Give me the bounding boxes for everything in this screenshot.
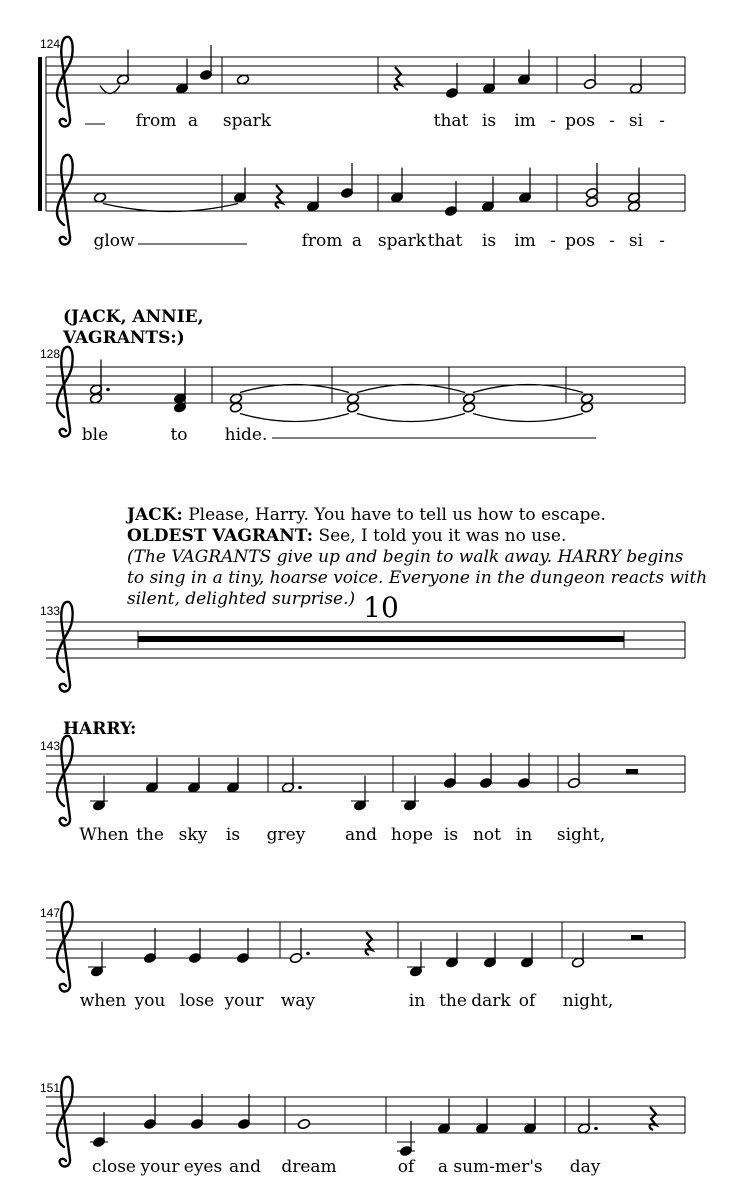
note: [88, 942, 106, 978]
tie: [100, 86, 120, 94]
lyric-syllable: When: [79, 825, 129, 845]
note: [443, 753, 456, 789]
note: [90, 776, 108, 812]
measure-number: 124: [40, 37, 61, 51]
note: [475, 1099, 488, 1135]
lyric-syllable: the: [136, 825, 164, 845]
measure-number: 143: [40, 739, 61, 753]
augmentation-dot: [306, 952, 310, 956]
treble-clef-icon: [57, 155, 73, 245]
note: [462, 393, 475, 404]
note: [145, 758, 158, 794]
augmentation-dot: [106, 388, 110, 392]
note: [233, 168, 246, 204]
note: [520, 933, 533, 969]
lyric-syllable: im: [514, 111, 536, 131]
lyric-syllable: that: [427, 231, 463, 251]
lyric-syllable: eyes: [183, 1157, 223, 1177]
lyric-syllable: dream: [281, 1157, 337, 1177]
stage-direction: (The VAGRANTS give up and begin to walk away. HARRY begins: [127, 547, 684, 567]
stage-direction: silent, delighted surprise.): [127, 589, 356, 609]
lyric-syllable: spark: [377, 231, 427, 251]
note: [390, 168, 403, 204]
note: [188, 928, 201, 964]
notehead: [580, 393, 593, 404]
lyric-syllable: to: [170, 425, 188, 445]
note: [445, 933, 458, 969]
lyric-syllable: in: [408, 991, 426, 1011]
measure-number: 151: [40, 1081, 61, 1095]
tie: [473, 414, 583, 422]
dialogue-line: [127, 526, 566, 546]
note: [297, 1118, 310, 1129]
note: [407, 942, 425, 978]
note: [479, 753, 492, 789]
tie: [357, 414, 465, 422]
note: [481, 177, 494, 213]
half-rest-icon: [626, 769, 638, 774]
note: [190, 1094, 203, 1130]
note: [518, 168, 531, 204]
speaker-name: JACK:: [127, 505, 183, 525]
lyric-syllable: your: [140, 1157, 180, 1177]
note: [444, 181, 457, 217]
lyric-syllable: is: [443, 825, 459, 845]
character-label: HARRY:: [63, 719, 137, 739]
lyric-syllable: and: [345, 825, 377, 845]
lyric-syllable: from: [301, 231, 343, 251]
lyric-syllable: night,: [562, 991, 614, 1011]
lyric-syllable: is: [481, 231, 497, 251]
note: [437, 1099, 450, 1135]
notehead: [229, 393, 242, 404]
note: [226, 758, 239, 794]
lyric-hyphen: -: [609, 231, 615, 251]
note: [306, 177, 319, 213]
half-rest-icon: [631, 935, 643, 940]
multirest-bar: [138, 636, 624, 642]
dialogue-text: Please, Harry. You have to tell us how to escape.: [182, 505, 606, 525]
lyric-syllable: of: [518, 991, 536, 1011]
measure-number: 133: [40, 604, 61, 618]
note: [397, 1121, 415, 1157]
note: [445, 63, 458, 99]
note: [517, 50, 530, 86]
note: [580, 402, 593, 413]
dialogue-text: See, I told you it was no use.: [313, 526, 567, 546]
notehead: [346, 393, 359, 404]
lyric-syllable: dark: [471, 991, 511, 1011]
lyric-syllable: sight,: [556, 825, 606, 845]
lyric-syllable: pos: [565, 231, 595, 251]
note: [580, 393, 593, 404]
lyric-syllable: of: [397, 1157, 415, 1177]
note: [229, 402, 242, 413]
note: [143, 1094, 156, 1130]
note: [93, 192, 106, 203]
notehead: [93, 192, 106, 203]
lyric-hyphen: -: [659, 231, 665, 251]
lyric-hyphen: -: [659, 111, 665, 131]
lyric-syllable: sum-mer's: [453, 1157, 543, 1177]
lyric-syllable: the: [439, 991, 467, 1011]
note: [483, 933, 496, 969]
note: [482, 59, 495, 95]
lyric-syllable: and: [229, 1157, 261, 1177]
note: [199, 45, 212, 81]
note: [629, 59, 642, 95]
staff-147: [46, 902, 685, 992]
note: [90, 1112, 108, 1148]
lyric-syllable: your: [224, 991, 264, 1011]
tie: [103, 204, 238, 212]
notehead: [297, 1118, 310, 1129]
note: [236, 928, 249, 964]
note: [583, 54, 596, 90]
lyric-syllable: ble: [81, 425, 109, 445]
dialogue-line: [125, 505, 606, 525]
note: [346, 393, 359, 404]
note: [523, 1099, 536, 1135]
staff-128: [46, 347, 685, 437]
note: [346, 402, 359, 413]
lyric-syllable: not: [472, 825, 502, 845]
lyric-hyphen: -: [609, 111, 615, 131]
note: [236, 74, 249, 85]
note: [187, 758, 200, 794]
note: [229, 393, 242, 404]
lyric-syllable: close: [92, 1157, 136, 1177]
lyric-hyphen: -: [550, 111, 556, 131]
lyric-syllable: is: [481, 111, 497, 131]
augmentation-dot: [594, 1127, 598, 1131]
notehead: [462, 393, 475, 404]
note: [289, 928, 302, 964]
lyric-syllable: hide.: [224, 425, 268, 445]
quarter-rest-icon: [276, 185, 282, 208]
note: [281, 758, 294, 794]
lyric-syllable: si: [628, 111, 644, 131]
lyric-syllable: in: [515, 825, 533, 845]
lyric-syllable: way: [280, 991, 316, 1011]
measure-number: 128: [40, 347, 61, 361]
note: [175, 59, 188, 95]
lyric-syllable: is: [225, 825, 241, 845]
augmentation-dot: [298, 786, 302, 790]
lyric-syllable: you: [134, 991, 166, 1011]
note: [517, 753, 530, 789]
notehead: [346, 402, 359, 413]
note: [351, 776, 369, 812]
lyric-hyphen: -: [550, 231, 556, 251]
lyric-syllable: that: [433, 111, 469, 131]
lyric-syllable: a: [437, 1157, 449, 1177]
lyric-syllable: im: [514, 231, 536, 251]
notehead: [580, 402, 593, 413]
lyric-syllable: spark: [222, 111, 272, 131]
character-label: (JACK, ANNIE,: [63, 307, 204, 327]
measure-number: 147: [40, 906, 61, 920]
tie: [240, 385, 349, 393]
notehead: [462, 402, 475, 413]
notehead: [229, 402, 242, 413]
note: [401, 776, 419, 812]
lyric-syllable: when: [79, 991, 127, 1011]
character-label: VAGRANTS:): [63, 328, 185, 348]
note: [143, 928, 156, 964]
lyric-syllable: sky: [178, 825, 208, 845]
lyric-syllable: pos: [565, 111, 595, 131]
quarter-rest-icon: [650, 1107, 656, 1130]
lyric-syllable: from: [135, 111, 177, 131]
note: [462, 402, 475, 413]
multirest-count: 10: [363, 591, 399, 624]
stage-direction: to sing in a tiny, hoarse voice. Everyone in the dungeon reacts with: [127, 568, 708, 588]
lyric-syllable: lose: [179, 991, 215, 1011]
quarter-rest-icon: [395, 67, 401, 90]
lyric-syllable: day: [569, 1157, 601, 1177]
lyric-syllable: hope: [390, 825, 434, 845]
notehead: [236, 74, 249, 85]
lyric-syllable: a: [187, 111, 199, 131]
note: [237, 1094, 250, 1130]
speaker-name: OLDEST VAGRANT:: [127, 526, 314, 546]
quarter-rest-icon: [366, 932, 372, 955]
note: [567, 753, 580, 789]
note: [571, 933, 584, 969]
note: [340, 163, 353, 199]
tie: [240, 414, 349, 422]
note: [116, 50, 129, 86]
lyric-syllable: glow: [93, 231, 135, 251]
note: [577, 1099, 590, 1135]
lyric-syllable: grey: [266, 825, 306, 845]
lyric-syllable: a: [351, 231, 363, 251]
lyric-syllable: si: [628, 231, 644, 251]
